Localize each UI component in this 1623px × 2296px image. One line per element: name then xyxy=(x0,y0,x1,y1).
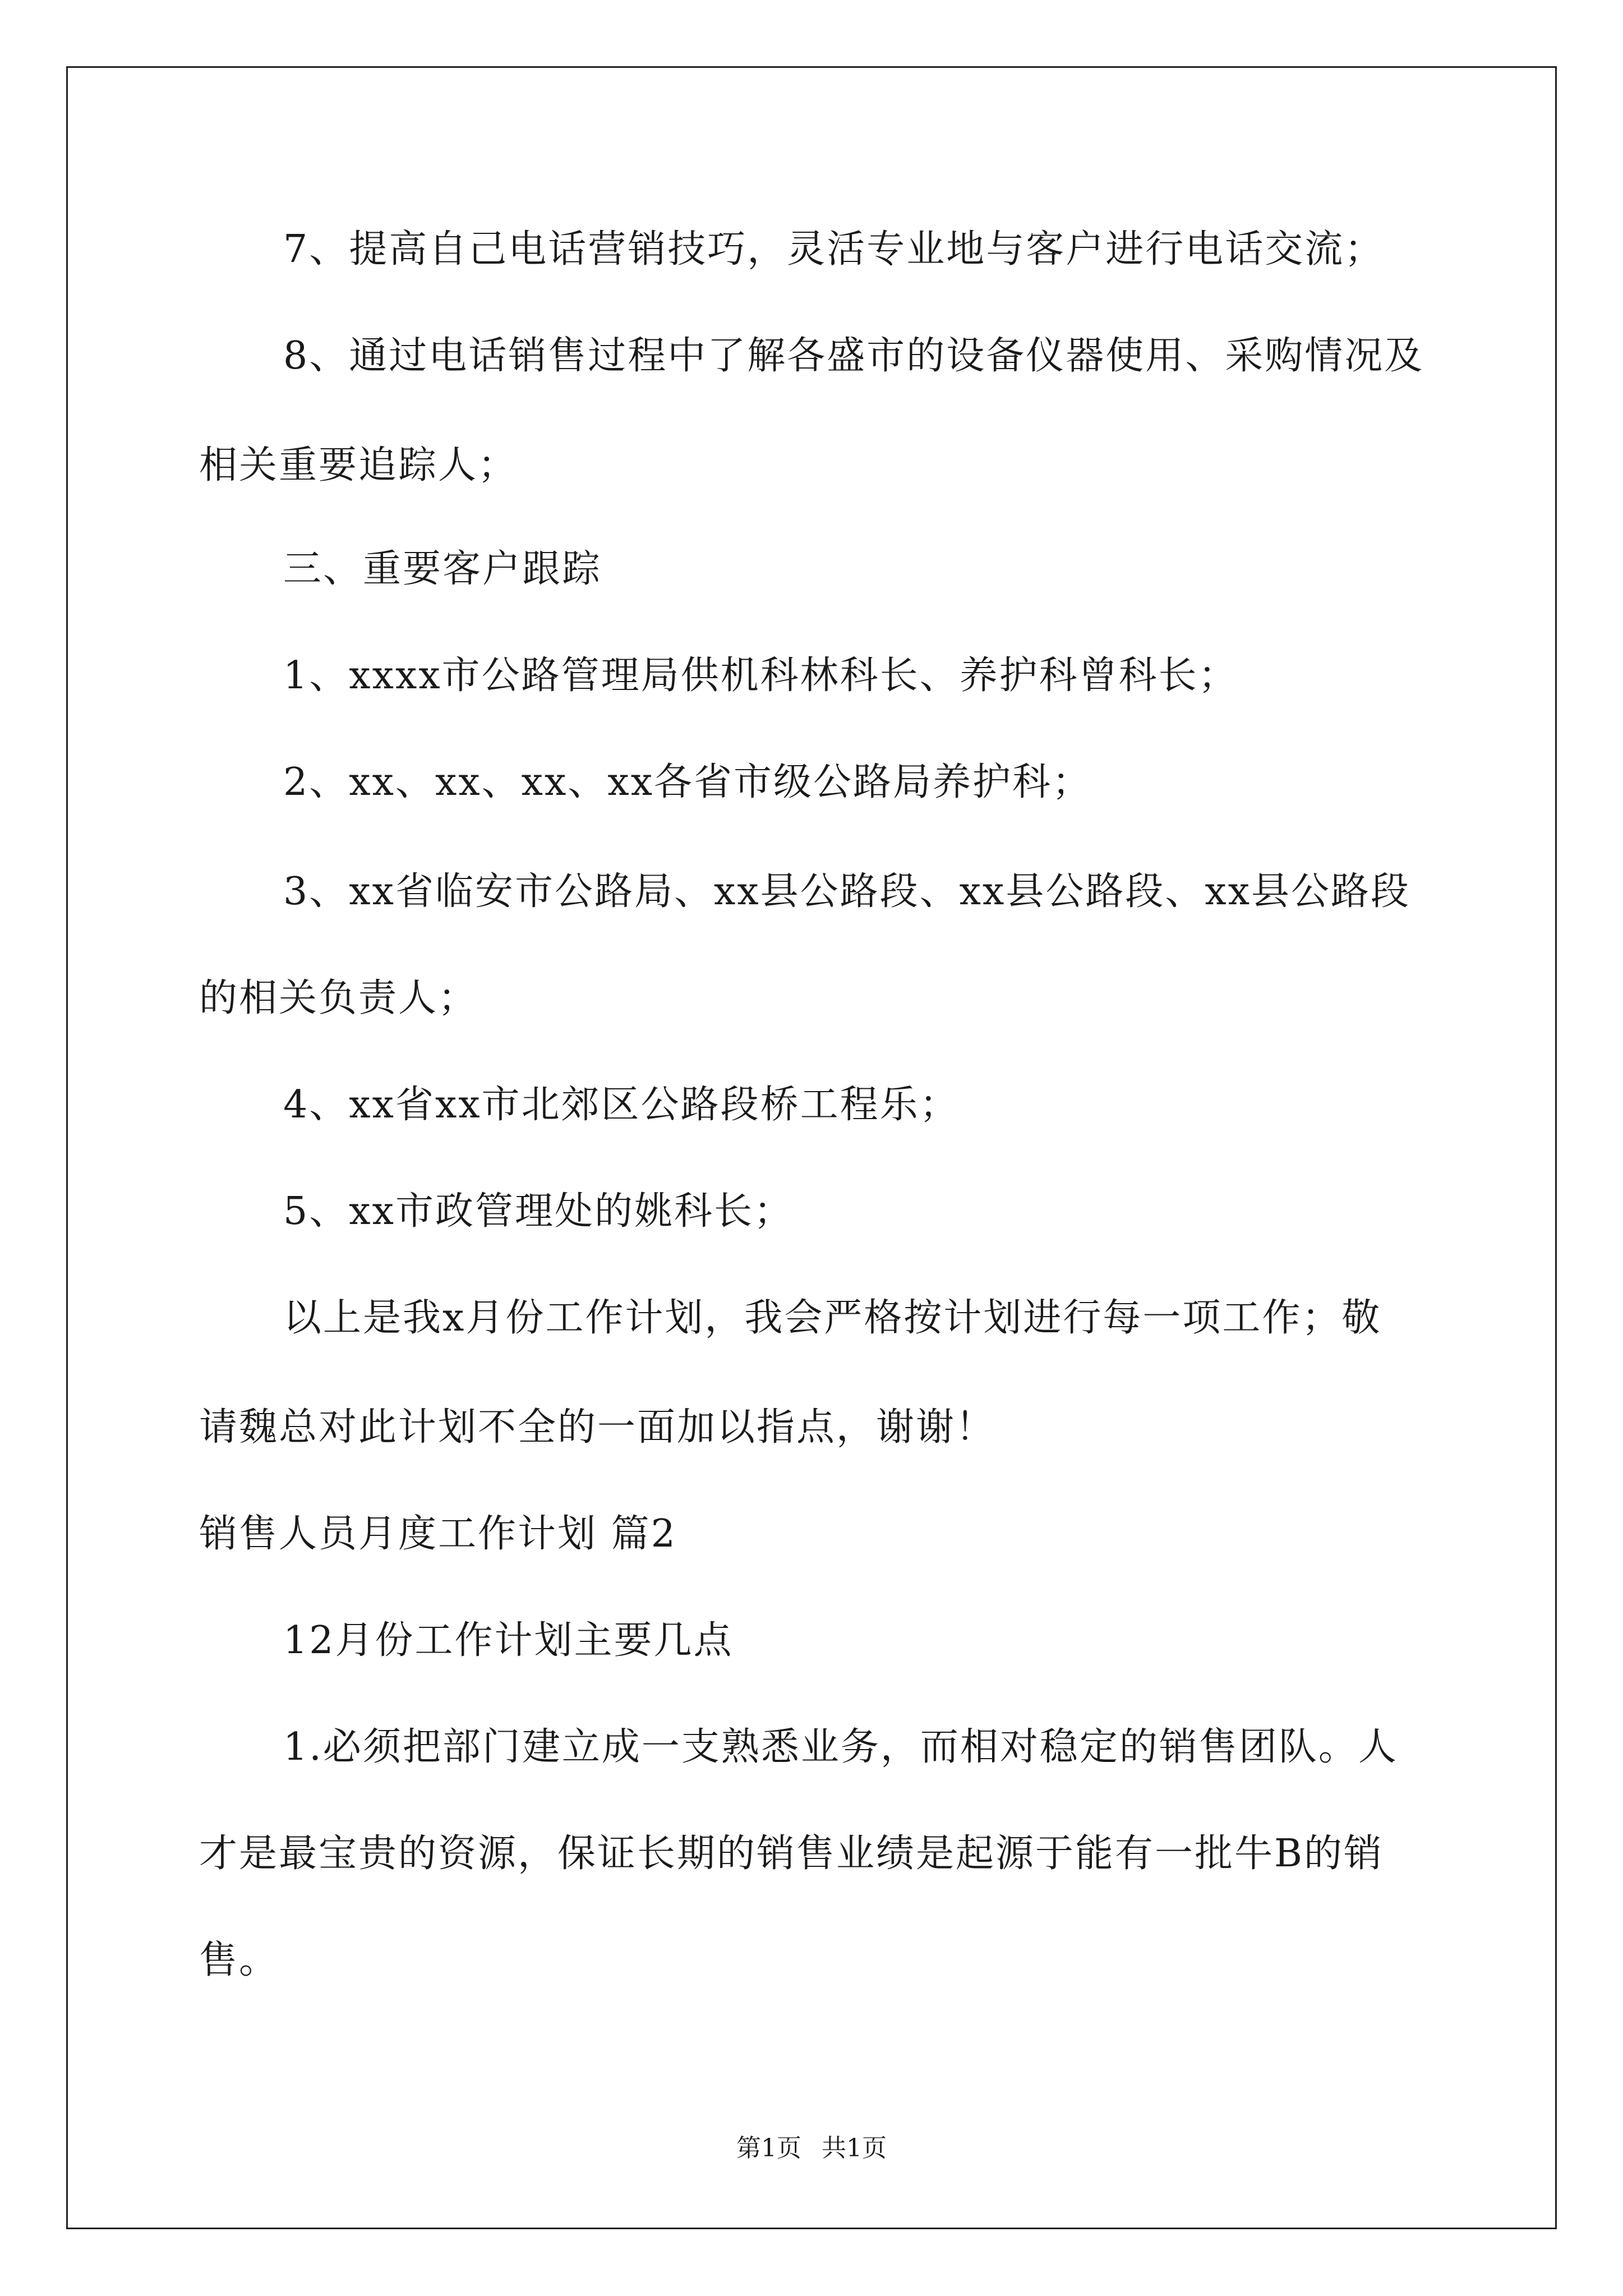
paragraph-line: 以上是我x月份工作计划，我会严格按计划进行每一项工作；敬 xyxy=(283,1296,1382,1340)
paragraph-line: 2、xx、xx、xx、xx各省市级公路局养护科； xyxy=(283,760,1092,804)
paragraph-line: 售。 xyxy=(199,1938,279,1982)
paragraph-line: 1.必须把部门建立成一支熟悉业务，而相对稳定的销售团队。人 xyxy=(283,1725,1398,1769)
article-title: 销售人员月度工作计划 篇2 xyxy=(199,1512,677,1556)
paragraph-line: 8、通过电话销售过程中了解各盛市的设备仪器使用、采购情况及 xyxy=(283,334,1424,378)
paragraph-line: 12月份工作计划主要几点 xyxy=(283,1618,734,1663)
paragraph-line: 请魏总对此计划不全的一面加以指点，谢谢！ xyxy=(199,1405,996,1450)
page-total: 共1页 xyxy=(822,2134,887,2162)
paragraph-line: 5、xx市政管理处的姚科长； xyxy=(283,1189,794,1234)
paragraph-line: 3、xx省临安市公路局、xx县公路段、xx县公路段、xx县公路段 xyxy=(283,869,1411,914)
page-footer xyxy=(0,2132,1623,2165)
page-border xyxy=(66,66,1557,2229)
paragraph-line: 1、xxxx市公路管理局供机科林科长、养护科曾科长； xyxy=(283,654,1238,698)
paragraph-line: 7、提高自己电话营销技巧，灵活专业地与客户进行电话交流； xyxy=(283,227,1385,272)
paragraph-line: 的相关负责人； xyxy=(199,976,478,1020)
paragraph-line: 才是最宝贵的资源，保证长期的销售业绩是起源于能有一批牛B的销 xyxy=(199,1832,1384,1876)
paragraph-line: 相关重要追踪人； xyxy=(199,443,518,487)
paragraph-line: 4、xx省xx市北郊区公路段桥工程乐； xyxy=(283,1083,960,1127)
section-heading: 三、重要客户跟踪 xyxy=(283,547,602,591)
page-number: 第1页 xyxy=(736,2134,801,2162)
